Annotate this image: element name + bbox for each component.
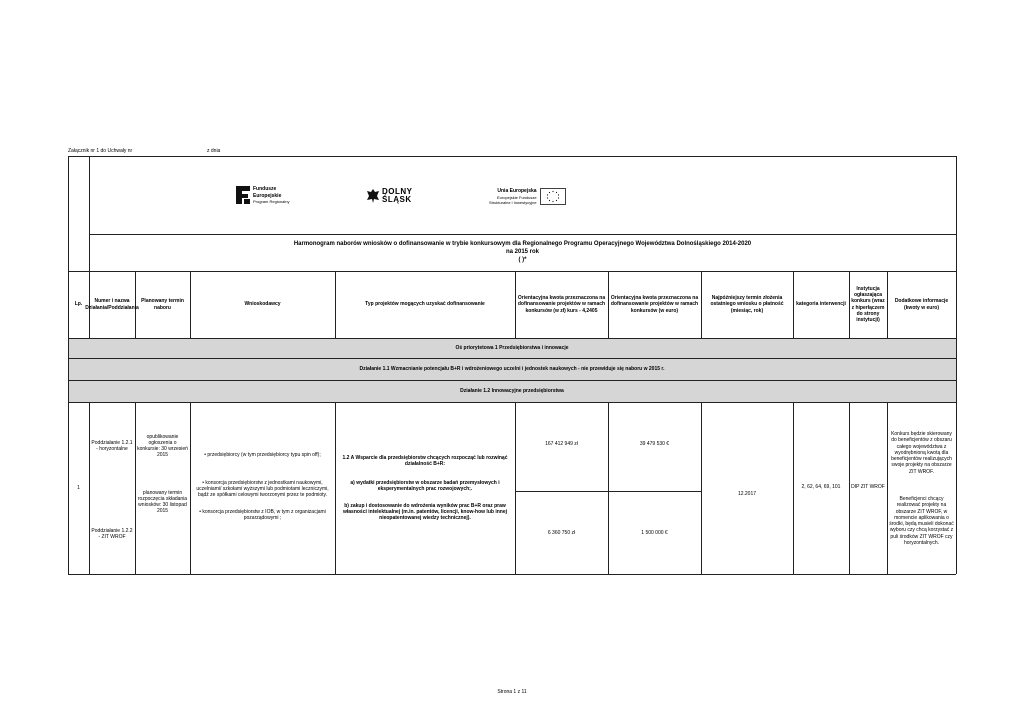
col-header-instytucja: Instytucja ogłaszająca konkurs (wraz z hiperłączem do strony instytucji) [851, 285, 885, 323]
row-termin-ogloszenia: opublikowanie ogłoszenia o konkursie: 30 wrzesień 2015 [137, 433, 188, 459]
col-header-typ: Typ projektów mogących uzyskać dofinansowanie [365, 301, 485, 308]
ds-logo-line2: ŚLĄSK [382, 195, 412, 204]
col-header-najpozniejszy: Najpóźniejszy termin złożenia ostatniego wniosku o płatność (miesiąc, rok) [710, 295, 784, 314]
fe-mark-icon [236, 186, 250, 204]
fe-logo-line2: Europejskie [253, 192, 282, 199]
document-title-note: ( )* [518, 257, 527, 264]
row-poddzialanie-1-2-1: Poddziałanie 1.2.1 - horyzontalne [91, 439, 133, 452]
ue-logo-line3: Strukturalne i Inwestycyjne [489, 199, 537, 205]
ue-logo-line1: Unia Europejska [497, 188, 537, 195]
row-kwota-euro-2: 1 500 000 € [641, 529, 668, 536]
row-kwota-zl-2: 6 360 750 zł [547, 529, 576, 536]
ds-logo-line1: DOLNY [382, 187, 413, 196]
fe-logo-line1: Fundusze [253, 186, 277, 193]
col-header-dodatkowe: Dodatkowe informacje (kwoty w euro) [894, 298, 949, 311]
row-kwota-euro-1: 39 479 530 € [639, 440, 670, 447]
row-typ-2: a) wydatki przedsiębiorstw w obszarze badań przemysłowych i eksperymentalnych prac rozwojowych;. [350, 479, 500, 492]
col-header-termin: Planowany termin naboru [141, 298, 184, 311]
band-dzialanie-1-1: Działanie 1.1 Wzmacnianie potencjału B+R i wdrożeniowego uczelni i jednostek naukowych - nie przewiduje się naboru w 2015 r. [359, 365, 665, 372]
col-header-lp: Lp. [74, 301, 83, 308]
col-header-kwota-zl: Orientacyjna kwota przeznaczona na dofinansowanie projektów w ramach konkursów (w zł) kurs - 4,2405 [517, 295, 606, 314]
attachment-label: Załącznik nr 1 do Uchwały nr [68, 148, 133, 154]
row-dodatkowe-1: Konkurs będzie skierowany do beneficjentów z obszaru całego województwa z wyodrębnioną kwotą dla beneficjentów realizujących swoje projekty na obszarze ZIT WROF. [891, 431, 952, 475]
row-wnioskodawcy-1: • przedsiębiorcy (w tym przedsiębiorcy typu spin off); [204, 451, 321, 458]
col-header-wnioskodawcy: Wnioskodawcy [244, 301, 281, 308]
document-title-year: na 2015 rok [505, 249, 540, 256]
col-header-kwota-euro: Orientacyjna kwota przeznaczona na dofinansowanie projektów w ramach konkursów (w euro) [610, 295, 699, 314]
row-najpozniejszy-termin: 12.2017 [737, 490, 757, 497]
date-label: z dnia [207, 148, 221, 154]
row-typ-3: b) zakup i dostosowanie do wdrożenia wyników prac B+R oraz praw własności intelektualnej (m.in. patentów, licencji, know-how lub innej nieopatentowanej wiedzy technicznej). [342, 502, 507, 522]
unia-europejska-logo [489, 188, 566, 205]
row-typ-1: 1.2 A Wsparcie dla przedsiębiorstw chcących rozpocząć lub rozwinąć działalność B+R: [342, 454, 508, 467]
fundusze-europejskie-logo [236, 186, 289, 204]
row-instytucja: DIP ZIT WROF [851, 483, 885, 490]
document-title: Harmonogram naborów wniosków o dofinansowanie w trybie konkursowym dla Regionalnego Programu Operacyjnego Województwa Dolnośląskiego 2014-2020 [293, 240, 752, 247]
page-number: Strona 1 z 11 [497, 688, 527, 695]
ue-logo-line2: Europejskie Fundusze [497, 194, 537, 200]
dolny-slask-logo [367, 188, 413, 204]
band-dzialanie-1-2: Działanie 1.2 Innowacyjne przedsiębiorstwa [460, 387, 564, 394]
fe-logo-line3: Program Regionalny [253, 198, 290, 204]
col-header-kategoria: kategoria interwencji [796, 301, 846, 308]
col-header-numer: Numer i nazwa Działania/Poddziałania [85, 298, 139, 311]
row-wnioskodawcy-2: • konsorcja przedsiębiorstw z jednostkami naukowymi, uczelniami/ szkołami wyższymi lub podmiotami leczniczymi, bądź ze spółkami celowymi tworzonymi przez te podmioty. [196, 479, 329, 499]
row-kwota-zl-1: 167 412 949 zł [545, 440, 578, 447]
row-poddzialanie-1-2-2: Poddziałanie 1.2.2 - ZIT WROF [91, 527, 133, 540]
row-lp: 1 [77, 484, 80, 491]
eagle-crest-icon [367, 189, 379, 203]
row-dodatkowe-2: Beneficjenci chcący realizować projekty na obszarze ZIT WROF, w momencie aplikowania o środki, będą musieli dokonać wyboru czy chcą korzystać z puli środków ZIT WROF czy horyzontalnych. [889, 496, 954, 546]
row-wnioskodawcy-3: • konsorcja przedsiębiorstw z IOB, w tym z organizacjami pozarządowymi ; [199, 508, 326, 521]
row-kategoria: 2, 62, 64, 69, 101 [801, 483, 841, 490]
band-os-priorytetowa: Oś priorytetowa 1 Przedsiębiorstwa i innowacje [455, 344, 569, 351]
eu-flag-icon [540, 188, 566, 205]
row-termin-skladania: planowany termin rozpoczęcia składania wniosków: 30 listopad 2015 [137, 489, 188, 515]
